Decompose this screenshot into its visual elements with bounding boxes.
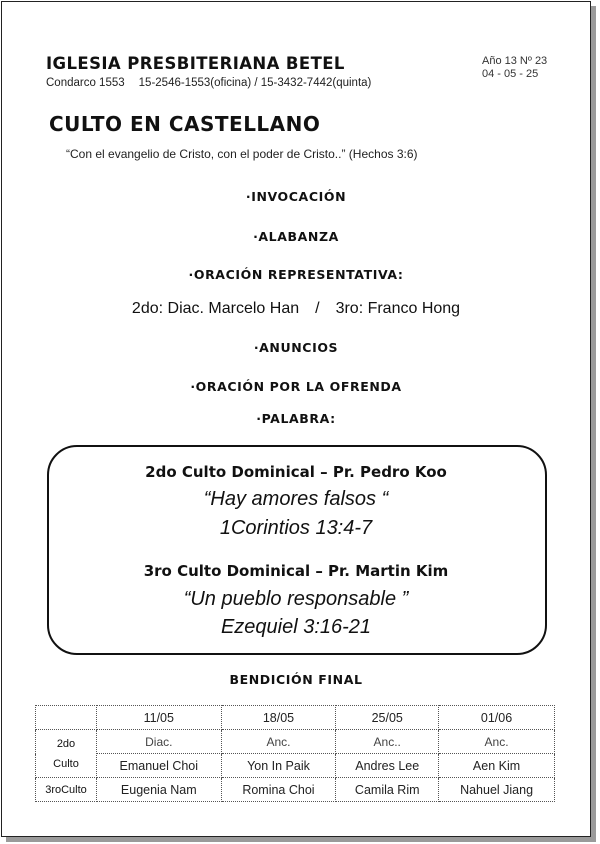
order-alabanza: ·ALABANZA [253, 229, 339, 244]
name-cell: Emanuel Choi [97, 754, 222, 778]
order-ofrenda: ·ORACIÓN POR LA OFRENDA [190, 379, 402, 394]
order-anuncios: ·ANUNCIOS [253, 340, 339, 355]
table-header-row [36, 706, 555, 730]
church-address: Condarco 1553 [46, 77, 125, 89]
sermon-2do-reference: 1Corintios 13:4-7 [219, 517, 373, 539]
oracion-separator: / [315, 300, 320, 317]
row-label-2do-top: 2do [56, 737, 76, 750]
name-cell: Camila Rim [336, 778, 439, 802]
date-cell: 25/05 [336, 706, 439, 730]
church-contact [46, 77, 385, 89]
sermon-3ro-reference: Ezequiel 3:16-21 [220, 616, 372, 638]
role-cell: Anc.. [336, 730, 439, 754]
table-row-2do-names [36, 754, 555, 778]
row-label-3ro: 3roCulto [36, 778, 97, 802]
role-cell: Anc. [221, 730, 336, 754]
church-name: IGLESIA PRESBITERIANA BETEL [46, 54, 345, 73]
name-cell: Eugenia Nam [97, 778, 222, 802]
sermon-2do-title: “Hay amores falsos “ [203, 488, 389, 510]
sermon-2do-heading: 2do Culto Dominical – Pr. Pedro Koo [145, 463, 447, 481]
date-cell: 18/05 [221, 706, 336, 730]
date-cell: 01/06 [439, 706, 555, 730]
oracion-3ro: 3ro: Franco Hong [335, 300, 461, 317]
row-label-2do [36, 730, 97, 778]
bulletin-page [1, 1, 591, 837]
role-cell: Diac. [97, 730, 222, 754]
role-cell: Anc. [439, 730, 555, 754]
issue-info [482, 55, 547, 81]
order-palabra: ·PALABRA: [256, 411, 336, 426]
row-label-2do-bottom: Culto [53, 757, 79, 770]
table-corner-cell [36, 706, 97, 730]
name-cell: Romina Choi [221, 778, 336, 802]
oracion-participants [2, 300, 590, 318]
oracion-2do: 2do: Diac. Marcelo Han [131, 300, 300, 317]
issue-number: Año 13 Nº 23 [482, 55, 548, 67]
name-cell: Yon In Paik [221, 754, 336, 778]
table-row-2do-roles [36, 730, 555, 754]
church-phones: 15-2546-1553(oficina) / 15-3432-7442(quinta) [138, 77, 372, 89]
name-cell: Nahuel Jiang [439, 778, 555, 802]
service-verse: “Con el evangelio de Cristo, con el poder de Cristo..” (Hechos 3:6) [66, 147, 418, 161]
name-cell: Andres Lee [336, 754, 439, 778]
order-invocacion: ·INVOCACIÓN [245, 189, 347, 204]
order-oracion: ·ORACIÓN REPRESENTATIVA: [188, 267, 404, 282]
service-title: CULTO EN CASTELLANO [49, 112, 321, 136]
service-schedule-table [35, 705, 555, 802]
sermon-3ro-heading: 3ro Culto Dominical – Pr. Martin Kim [143, 562, 449, 580]
table-row-3ro [36, 778, 555, 802]
issue-date: 04 - 05 - 25 [482, 68, 539, 80]
order-bendicion: BENDICIÓN FINAL [229, 672, 363, 687]
date-cell: 11/05 [97, 706, 222, 730]
sermon-3ro-title: “Un pueblo responsable ” [183, 588, 409, 610]
name-cell: Aen Kim [439, 754, 555, 778]
